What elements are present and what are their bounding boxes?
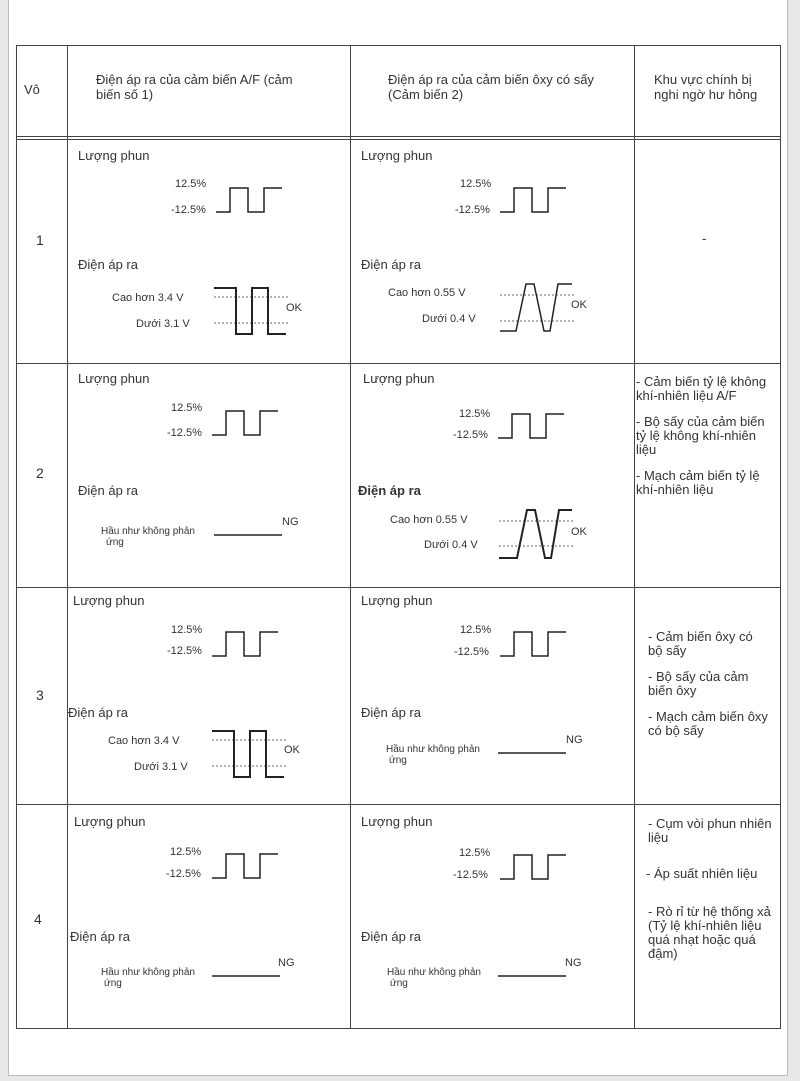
header-mode: Vô: [24, 82, 40, 97]
column-divider-2: [350, 45, 351, 1029]
result-ng: NG: [565, 957, 582, 969]
header-separator: [16, 136, 781, 137]
suspected-area-item: - Cảm biến tỷ lệ không khí-nhiên liệu A/F: [636, 374, 767, 403]
injection-minus-label: -12.5%: [171, 204, 206, 216]
injection-minus-label: -12.5%: [453, 429, 488, 441]
mode-number: 3: [36, 687, 44, 703]
threshold-low-label: Dưới 3.1 V: [134, 761, 188, 773]
injection-plus-label: 12.5%: [171, 624, 203, 636]
output-label: Điện áp ra: [78, 257, 138, 272]
threshold-low-label: Dưới 0.4 V: [422, 313, 476, 325]
injection-label: Lượng phun: [361, 148, 433, 163]
row-divider-3: [16, 804, 781, 805]
output-label: Điện áp ra: [361, 705, 421, 720]
output-label: Điện áp ra: [361, 257, 421, 272]
suspected-area-list: [636, 375, 778, 509]
injection-label: Lượng phun: [363, 371, 435, 386]
injection-label: Lượng phun: [78, 148, 150, 163]
threshold-low-label: Dưới 0.4 V: [424, 539, 478, 551]
threshold-high-label: Cao hơn 0.55 V: [388, 287, 466, 299]
column-divider-1: [67, 45, 68, 1029]
threshold-low-label: Dưới 3.1 V: [136, 318, 190, 330]
header-o2-sensor: Điện áp ra của cảm biến ôxy có sấy (Cảm biến 2): [388, 72, 594, 102]
injection-label: Lượng phun: [78, 371, 150, 386]
injection-waveform: [500, 852, 570, 882]
flat-output-line: [214, 533, 284, 537]
table-border-top: [16, 45, 781, 46]
suspected-area-item: -: [702, 231, 707, 246]
injection-waveform: [216, 185, 286, 215]
injection-waveform: [212, 851, 282, 881]
table-border-right: [780, 45, 781, 1029]
suspected-area-item: - Mạch cảm biến ôxy có bộ sấy: [648, 709, 768, 738]
no-response-label: Hầu như không phản: [101, 526, 195, 537]
no-response-label-2: ứng: [389, 755, 407, 766]
flat-output-line: [498, 974, 568, 978]
output-label: Điện áp ra: [78, 483, 138, 498]
no-response-label-2: ứng: [104, 978, 122, 989]
no-response-label: Hầu như không phản: [101, 967, 195, 978]
suspected-area-item: - Bộ sấy của cảm biến tỷ lệ không khí-nhiên liệu: [636, 414, 765, 457]
result-ng: NG: [282, 516, 299, 528]
threshold-high-label: Cao hơn 0.55 V: [390, 514, 468, 526]
sensor-output-waveform: [212, 728, 287, 783]
injection-waveform: [212, 408, 282, 438]
injection-waveform: [212, 629, 282, 659]
injection-waveform: [498, 411, 568, 441]
threshold-high-label: Cao hơn 3.4 V: [108, 735, 180, 747]
injection-plus-label: 12.5%: [175, 178, 207, 190]
header-separator-2: [16, 139, 781, 140]
table-border-bottom: [16, 1028, 781, 1029]
output-label: Điện áp ra: [68, 705, 128, 720]
injection-minus-label: -12.5%: [166, 868, 201, 880]
injection-label: Lượng phun: [74, 814, 146, 829]
injection-waveform: [500, 629, 570, 659]
sensor-output-waveform: [500, 281, 575, 336]
suspected-area-item: - Bộ sấy của cảm biến ôxy: [648, 669, 749, 698]
table-border-left: [16, 45, 17, 1029]
injection-plus-label: 12.5%: [171, 402, 203, 414]
result-ok: OK: [284, 744, 300, 756]
column-divider-3: [634, 45, 635, 1029]
suspected-area-item: - Áp suất nhiên liệu: [646, 866, 758, 881]
result-ok: OK: [571, 299, 587, 311]
threshold-high-label: Cao hơn 3.4 V: [112, 292, 184, 304]
diagnosis-table: [16, 45, 781, 1029]
mode-number: 2: [36, 465, 44, 481]
suspected-area-list: [636, 817, 778, 973]
injection-plus-label: 12.5%: [460, 178, 492, 190]
injection-label: Lượng phun: [361, 593, 433, 608]
row-divider-2: [16, 587, 781, 588]
suspected-area-item: - Rò rỉ từ hệ thống xả (Tỷ lệ khí-nhiên liệu quá nhạt hoặc quá đậm): [648, 904, 771, 961]
injection-minus-label: -12.5%: [453, 869, 488, 881]
suspected-area-list: [648, 630, 770, 750]
no-response-label: Hầu như không phản: [386, 744, 480, 755]
injection-minus-label: -12.5%: [454, 646, 489, 658]
no-response-label-2: ứng: [390, 978, 408, 989]
injection-plus-label: 12.5%: [459, 408, 491, 420]
row-divider-1: [16, 363, 781, 364]
injection-minus-label: -12.5%: [167, 645, 202, 657]
result-ok: OK: [571, 526, 587, 538]
injection-plus-label: 12.5%: [460, 624, 492, 636]
injection-minus-label: -12.5%: [167, 427, 202, 439]
output-label: Điện áp ra: [361, 929, 421, 944]
output-label: Điện áp ra: [70, 929, 130, 944]
suspected-area-item: - Mạch cảm biến tỷ lệ khí-nhiên liệu: [636, 468, 760, 497]
mode-number: 1: [36, 232, 44, 248]
flat-output-line: [498, 751, 568, 755]
suspected-area-item: - Cảm biến ôxy có bộ sấy: [648, 629, 753, 658]
flat-output-line: [212, 974, 282, 978]
result-ok: OK: [286, 302, 302, 314]
injection-minus-label: -12.5%: [455, 204, 490, 216]
result-ng: NG: [566, 734, 583, 746]
mode-number: 4: [34, 911, 42, 927]
injection-label: Lượng phun: [361, 814, 433, 829]
sensor-output-waveform: [499, 507, 574, 563]
header-af-sensor: Điện áp ra của cảm biến A/F (cảm biến số 1): [96, 72, 293, 102]
result-ng: NG: [278, 957, 295, 969]
injection-plus-label: 12.5%: [170, 846, 202, 858]
output-label: Điện áp ra: [358, 483, 421, 498]
injection-plus-label: 12.5%: [459, 847, 491, 859]
suspected-area-list: [702, 232, 706, 258]
no-response-label-2: ứng: [106, 537, 124, 548]
no-response-label: Hầu như không phản: [387, 967, 481, 978]
suspected-area-item: - Cụm vòi phun nhiên liệu: [648, 816, 772, 845]
sensor-output-waveform: [214, 285, 289, 340]
injection-waveform: [500, 185, 570, 215]
injection-label: Lượng phun: [73, 593, 145, 608]
header-suspected-area: Khu vực chính bị nghi ngờ hư hỏng: [654, 72, 758, 102]
